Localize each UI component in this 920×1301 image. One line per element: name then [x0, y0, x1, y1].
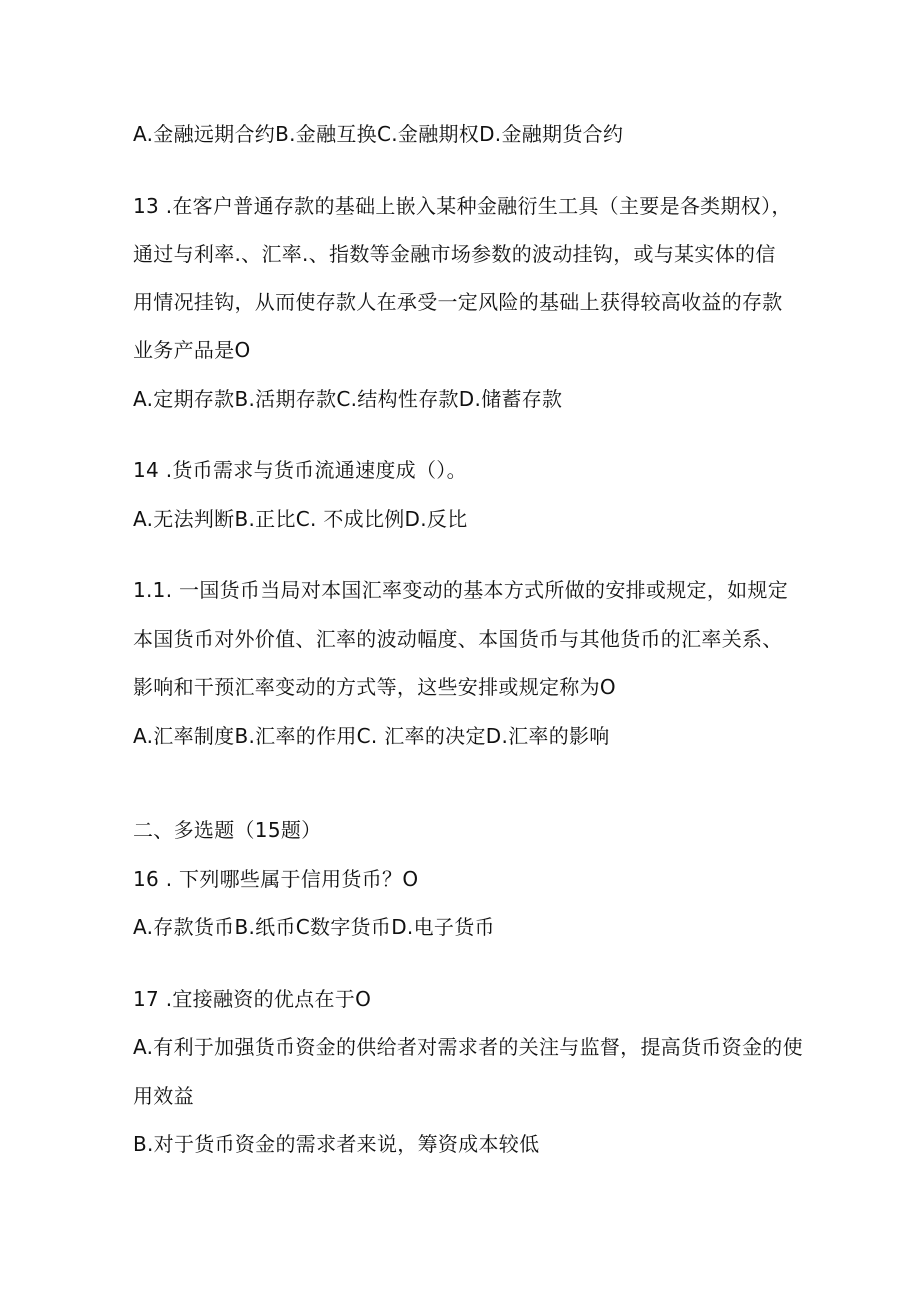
q17-option-b: B.对于货币资金的需求者来说，筹资成本较低 [133, 1132, 540, 1156]
q13-stem-line1: 13 .在客户普通存款的基础上嵌入某种金融衍生工具（主要是各类期权）， [133, 194, 792, 218]
q12-options: A.金融远期合约B.金融互换C.金融期权D.金融期货合约 [133, 122, 624, 146]
q15-stem-line3: 影响和干预汇率变动的方式等，这些安排或规定称为O [133, 675, 616, 699]
q13-stem-line2: 通过与利率.、汇率.、指数等金融市场参数的波动挂钩，或与某实体的信 [133, 242, 776, 266]
q16-stem: 16 . 下列哪些属于信用货币？O [133, 867, 419, 891]
q13-stem-line3: 用情况挂钩，从而使存款人在承受一定风险的基础上获得较高收益的存款 [133, 290, 783, 314]
q16-options: A.存款货币B.纸币C数字货币D.电子货币 [133, 915, 495, 939]
q13-stem-line4: 业务产品是O [133, 338, 251, 362]
q17-stem: 17 .宜接融资的优点在于O [133, 987, 372, 1011]
q15-stem-line2: 本国货币对外价值、汇率的波动幅度、本国货币与其他货币的汇率关系、 [133, 627, 783, 651]
q14-stem: 14 .货币需求与货币流通速度成（）。 [133, 458, 467, 482]
q17-option-a-line1: A.有利于加强货币资金的供给者对需求者的关注与监督，提高货币资金的使 [133, 1035, 803, 1059]
q15-options: A.汇率制度B.汇率的作用C. 汇率的决定D.汇率的影响 [133, 724, 610, 748]
q14-options: A.无法判断B.正比C. 不成比例D.反比 [133, 507, 468, 531]
q13-options: A.定期存款B.活期存款C.结构性存款D.储蓄存款 [133, 387, 563, 411]
q15-stem-line1: 1.1. 一国货币当局对本国汇率变动的基本方式所做的安排或规定，如规定 [133, 578, 789, 602]
section-heading-multiple-choice: 二、多选题（15题） [133, 818, 322, 842]
q17-option-a-line2: 用效益 [133, 1084, 194, 1108]
